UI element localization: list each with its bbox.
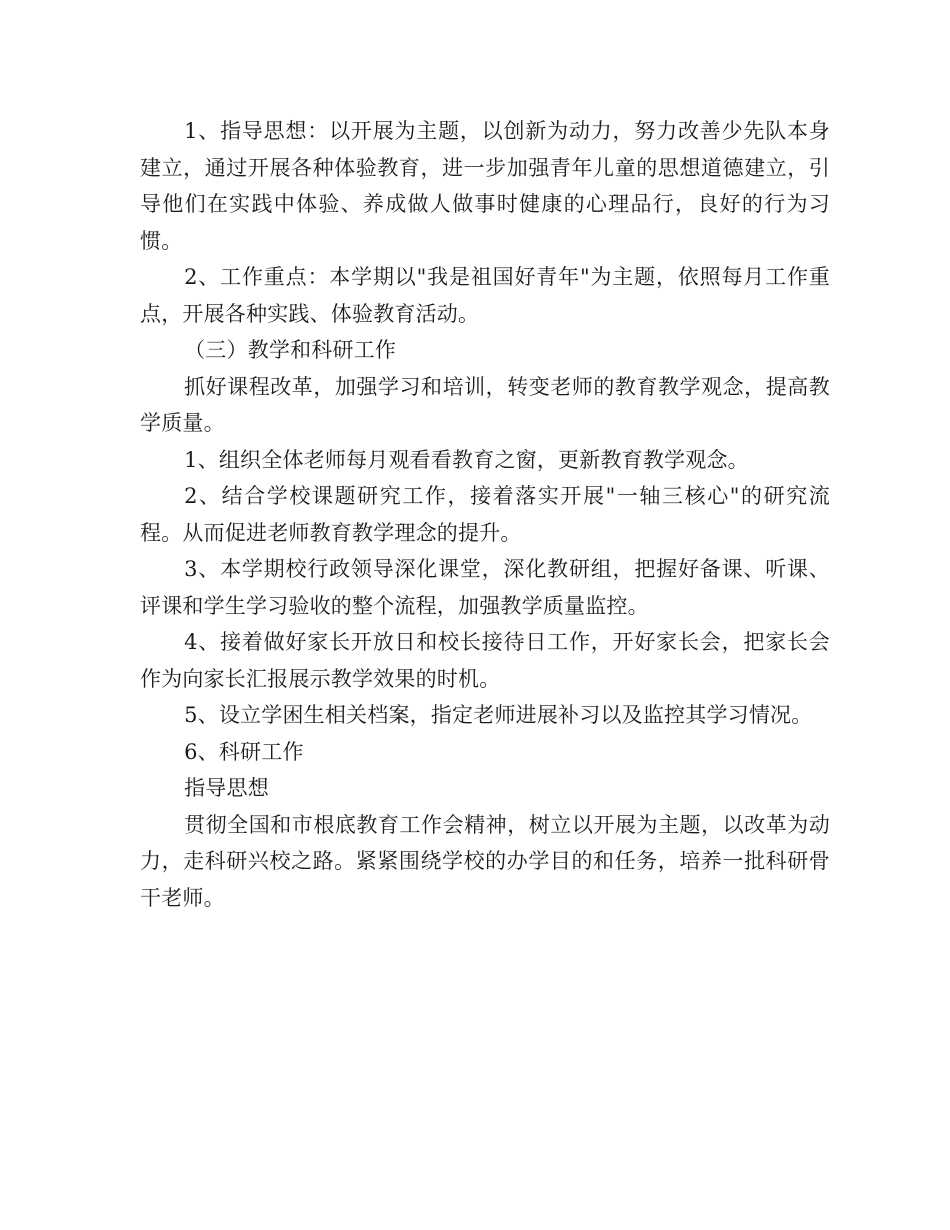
section-heading-teaching-research: （三）教学和科研工作 [184,338,397,362]
paragraph-curriculum-reform: 抓好课程改革，加强学习和培训，转变老师的教育教学观念，提高教学质量。 [140,374,830,435]
paragraph-research-ideology: 贯彻全国和市根底教育工作会精神，树立以开展为主题，以改革为动力，走科研兴校之路。紧紧围绕学校的办学目的和任务，培养一批科研骨干老师。 [140,812,830,910]
paragraph-work-focus: 2、工作重点：本学期以"我是祖国好青年"为主题，依照每月工作重点，开展各种实践、体验教育活动。 [140,265,830,326]
paragraph-subheading-guiding-ideology: 指导思想 [184,776,269,800]
paragraph-item-5: 5、设立学困生相关档案，指定老师进展补习以及监控其学习情况。 [184,703,813,727]
paragraph-item-4: 4、接着做好家长开放日和校长接待日工作，开好家长会，把家长会作为向家长汇报展示教学效果的时机。 [140,630,830,691]
paragraph-item-3: 3、本学期校行政领导深化课堂，深化教研组，把握好备课、听课、评课和学生学习验收的整个流程，加强教学质量监控。 [140,557,830,618]
document-body [140,113,830,916]
paragraph-item-6-heading: 6、科研工作 [184,739,304,764]
paragraph-guiding-ideology: 1、指导思想：以开展为主题，以创新为动力，努力改善少先队本身建立，通过开展各种体验教育，进一步加强青年儿童的思想道德建立，引导他们在实践中体验、养成做人做事时健康的心理品行，良好的行为习惯。 [140,119,830,253]
paragraph-item-2: 2、结合学校课题研究工作，接着落实开展"一轴三核心"的研究流程。从而促进老师教育教学理念的提升。 [140,484,830,545]
paragraph-item-1: 1、组织全体老师每月观看看教育之窗，更新教育教学观念。 [184,447,749,472]
